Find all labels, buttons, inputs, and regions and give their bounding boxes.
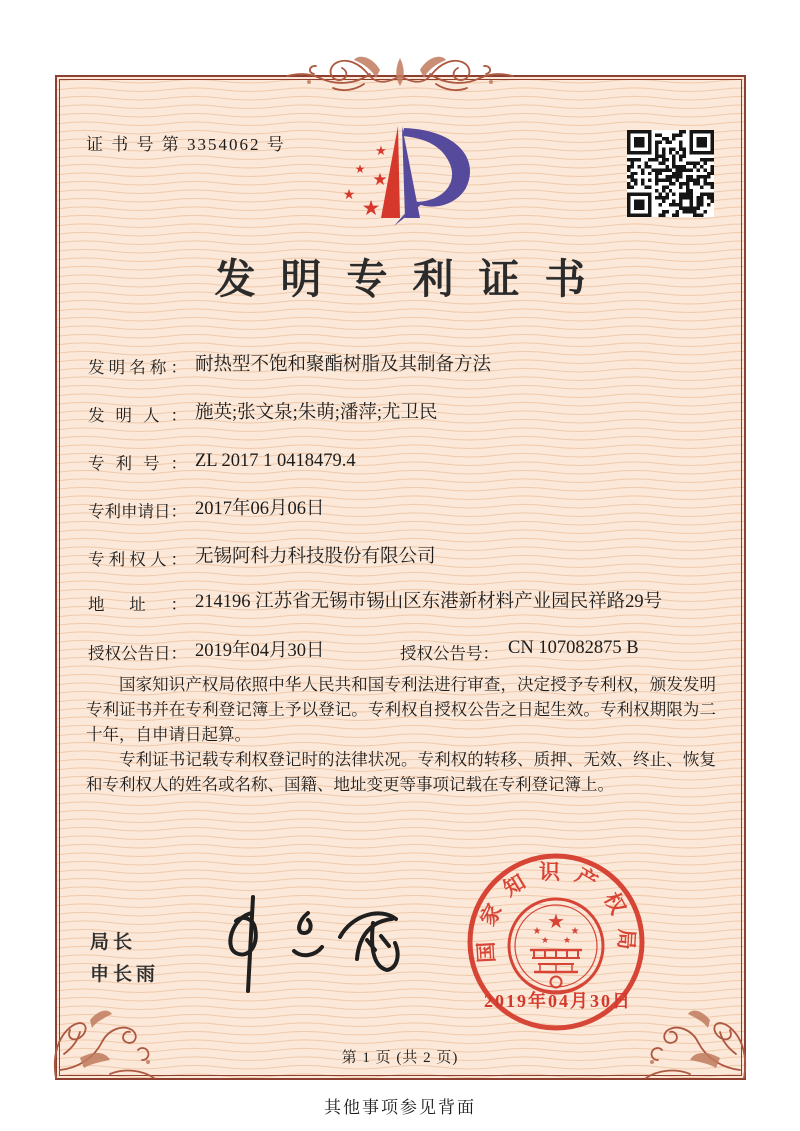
svg-text:★: ★ <box>342 187 356 203</box>
field-label: 发明人： <box>88 406 187 425</box>
back-side-note: 其他事项参见背面 <box>324 1098 476 1117</box>
svg-text:★: ★ <box>570 926 580 937</box>
field-row-filing-date <box>88 496 325 522</box>
legal-paragraph-2: 专利证书记载专利权登记时的法律状况。专利权的转移、质押、无效、终止、恢复和专利权人的姓名或名称、国籍、地址变更等事项记载在专利登记簿上。 <box>86 750 716 794</box>
field-row-address <box>88 589 673 615</box>
svg-text:★: ★ <box>532 926 542 937</box>
qr-code <box>627 130 714 217</box>
field-value: 无锡阿科力科技股份有限公司 <box>195 547 436 567</box>
bottom-right-flourish-ornament <box>642 998 750 1080</box>
field-label: 专利号： <box>88 454 187 473</box>
field-label: 授权公告号： <box>400 644 499 663</box>
field-label: 地址： <box>88 595 187 614</box>
field-label: 发明名称： <box>88 358 187 377</box>
svg-text:★: ★ <box>354 162 366 176</box>
svg-text:★: ★ <box>372 170 388 190</box>
certificate-number: 证 书 号 第 3354062 号 <box>86 135 286 154</box>
field-value: 2019年04月30日 <box>195 641 325 661</box>
bottom-left-flourish-ornament <box>50 998 158 1080</box>
field-row-inventors <box>88 400 438 426</box>
seal-date: 2019年04月30日 <box>484 991 632 1011</box>
page-indicator: 第 1 页 (共 2 页) <box>341 1050 459 1066</box>
field-value: CN 107082875 B <box>508 638 639 658</box>
field-value: ZL 2017 1 0418479.4 <box>195 451 356 471</box>
seal-national-emblem-icon <box>509 899 603 993</box>
svg-text:★: ★ <box>540 936 550 946</box>
seal-text: 国家知识产权局 <box>473 859 639 964</box>
field-row-patentee <box>88 544 436 570</box>
svg-text:★: ★ <box>375 144 387 159</box>
field-row-patent-number <box>88 448 356 474</box>
legal-text-block <box>86 672 716 797</box>
svg-text:★: ★ <box>361 196 381 220</box>
legal-paragraph-1: 国家知识产权局依照中华人民共和国专利法进行审查，决定授予专利权，颁发发明专利证书并在专利登记簿上予以登记。专利权自授权公告之日起生效。专利权期限为二十年，自申请日起算。 <box>86 675 716 744</box>
field-row-invention-name <box>88 352 491 378</box>
svg-text:★: ★ <box>547 909 565 933</box>
field-value: 施英;张文泉;朱萌;潘萍;尤卫民 <box>195 403 438 423</box>
field-label: 专利申请日： <box>88 502 187 521</box>
director-name: 申长雨 <box>90 964 160 985</box>
svg-text:★: ★ <box>562 936 572 946</box>
field-value: 耐热型不饱和聚酯树脂及其制备方法 <box>195 355 492 375</box>
field-label: 专利权人： <box>88 550 187 569</box>
field-value: 2017年06月06日 <box>195 499 325 519</box>
logo-stars-icon <box>343 144 388 220</box>
certificate-title: 发明专利证书 <box>214 256 611 302</box>
field-value: 214196 江苏省无锡市锡山区东港新材料产业园民祥路29号 <box>195 592 663 612</box>
cnipa-logo <box>336 112 486 234</box>
director-title: 局长 <box>90 932 137 953</box>
director-signature-icon <box>222 893 407 998</box>
field-label: 授权公告日： <box>88 644 187 663</box>
field-row-grant <box>88 638 718 664</box>
top-border-flourish-ornament <box>285 50 515 98</box>
